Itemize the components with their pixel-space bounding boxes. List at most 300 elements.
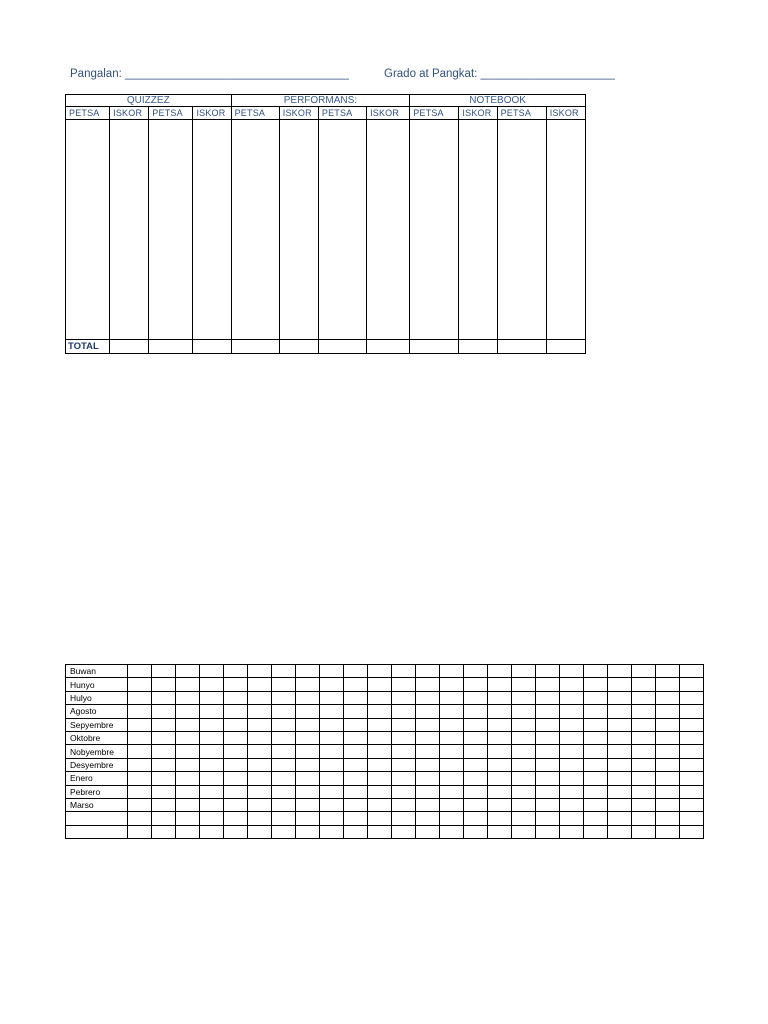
- month-entry-cell[interactable]: [248, 785, 272, 798]
- month-entry-cell[interactable]: [248, 745, 272, 758]
- month-entry-cell[interactable]: [680, 665, 704, 678]
- month-entry-cell[interactable]: [656, 758, 680, 771]
- month-entry-cell[interactable]: [680, 705, 704, 718]
- month-entry-cell[interactable]: [464, 785, 488, 798]
- month-entry-cell[interactable]: [584, 772, 608, 785]
- month-entry-cell[interactable]: [464, 798, 488, 811]
- month-entry-cell[interactable]: [656, 718, 680, 731]
- month-entry-cell[interactable]: [680, 691, 704, 704]
- month-entry-cell[interactable]: [152, 812, 176, 825]
- month-entry-cell[interactable]: [152, 705, 176, 718]
- month-entry-cell[interactable]: [224, 758, 248, 771]
- month-entry-cell[interactable]: [272, 731, 296, 744]
- month-entry-cell[interactable]: [224, 825, 248, 838]
- month-entry-cell[interactable]: [296, 798, 320, 811]
- month-entry-cell[interactable]: [512, 812, 536, 825]
- month-entry-cell[interactable]: [584, 665, 608, 678]
- month-entry-cell[interactable]: [560, 705, 584, 718]
- entry-cell[interactable]: [66, 120, 110, 340]
- month-entry-cell[interactable]: [512, 798, 536, 811]
- month-entry-cell[interactable]: [200, 812, 224, 825]
- month-entry-cell[interactable]: [560, 825, 584, 838]
- month-entry-cell[interactable]: [608, 798, 632, 811]
- month-entry-cell[interactable]: [536, 705, 560, 718]
- month-entry-cell[interactable]: [320, 772, 344, 785]
- month-entry-cell[interactable]: [392, 678, 416, 691]
- month-entry-cell[interactable]: [512, 705, 536, 718]
- month-entry-cell[interactable]: [632, 812, 656, 825]
- month-entry-cell[interactable]: [176, 678, 200, 691]
- month-entry-cell[interactable]: [680, 745, 704, 758]
- month-entry-cell[interactable]: [224, 772, 248, 785]
- month-entry-cell[interactable]: [488, 812, 512, 825]
- month-entry-cell[interactable]: [440, 825, 464, 838]
- month-entry-cell[interactable]: [392, 705, 416, 718]
- month-entry-cell[interactable]: [224, 665, 248, 678]
- month-entry-cell[interactable]: [128, 772, 152, 785]
- month-entry-cell[interactable]: [416, 758, 440, 771]
- month-entry-cell[interactable]: [536, 798, 560, 811]
- month-entry-cell[interactable]: [296, 745, 320, 758]
- month-entry-cell[interactable]: [296, 825, 320, 838]
- month-entry-cell[interactable]: [416, 718, 440, 731]
- month-entry-cell[interactable]: [584, 745, 608, 758]
- month-entry-cell[interactable]: [632, 798, 656, 811]
- month-entry-cell[interactable]: [488, 665, 512, 678]
- month-entry-cell[interactable]: [128, 785, 152, 798]
- month-entry-cell[interactable]: [440, 745, 464, 758]
- month-entry-cell[interactable]: [416, 772, 440, 785]
- month-entry-cell[interactable]: [584, 705, 608, 718]
- month-entry-cell[interactable]: [152, 772, 176, 785]
- month-entry-cell[interactable]: [176, 665, 200, 678]
- month-entry-cell[interactable]: [416, 798, 440, 811]
- month-entry-cell[interactable]: [128, 825, 152, 838]
- month-entry-cell[interactable]: [344, 758, 368, 771]
- month-entry-cell[interactable]: [584, 785, 608, 798]
- month-entry-cell[interactable]: [296, 772, 320, 785]
- month-entry-cell[interactable]: [368, 705, 392, 718]
- entry-cell[interactable]: [149, 120, 193, 340]
- month-entry-cell[interactable]: [560, 678, 584, 691]
- month-entry-cell[interactable]: [344, 678, 368, 691]
- month-entry-cell[interactable]: [416, 745, 440, 758]
- month-entry-cell[interactable]: [176, 758, 200, 771]
- month-entry-cell[interactable]: [176, 718, 200, 731]
- month-entry-cell[interactable]: [632, 772, 656, 785]
- month-entry-cell[interactable]: [200, 772, 224, 785]
- month-entry-cell[interactable]: [272, 798, 296, 811]
- month-entry-cell[interactable]: [224, 731, 248, 744]
- month-entry-cell[interactable]: [272, 718, 296, 731]
- month-entry-cell[interactable]: [560, 785, 584, 798]
- month-entry-cell[interactable]: [176, 825, 200, 838]
- month-entry-cell[interactable]: [320, 691, 344, 704]
- month-entry-cell[interactable]: [656, 705, 680, 718]
- month-entry-cell[interactable]: [248, 772, 272, 785]
- total-cell[interactable]: [459, 340, 497, 354]
- month-entry-cell[interactable]: [464, 758, 488, 771]
- month-entry-cell[interactable]: [416, 812, 440, 825]
- month-entry-cell[interactable]: [680, 718, 704, 731]
- entry-cell[interactable]: [318, 120, 366, 340]
- month-entry-cell[interactable]: [656, 785, 680, 798]
- month-entry-cell[interactable]: [128, 665, 152, 678]
- month-entry-cell[interactable]: [584, 798, 608, 811]
- month-entry-cell[interactable]: [416, 731, 440, 744]
- month-entry-cell[interactable]: [152, 691, 176, 704]
- month-entry-cell[interactable]: [272, 705, 296, 718]
- month-entry-cell[interactable]: [560, 665, 584, 678]
- month-entry-cell[interactable]: [368, 798, 392, 811]
- month-entry-cell[interactable]: [392, 798, 416, 811]
- month-entry-cell[interactable]: [128, 718, 152, 731]
- month-entry-cell[interactable]: [272, 758, 296, 771]
- entry-cell[interactable]: [546, 120, 585, 340]
- month-entry-cell[interactable]: [296, 678, 320, 691]
- month-entry-cell[interactable]: [608, 691, 632, 704]
- month-entry-cell[interactable]: [416, 665, 440, 678]
- month-entry-cell[interactable]: [632, 825, 656, 838]
- month-entry-cell[interactable]: [680, 678, 704, 691]
- month-entry-cell[interactable]: [464, 678, 488, 691]
- month-entry-cell[interactable]: [656, 731, 680, 744]
- month-entry-cell[interactable]: [608, 758, 632, 771]
- month-entry-cell[interactable]: [656, 745, 680, 758]
- month-entry-cell[interactable]: [440, 705, 464, 718]
- month-entry-cell[interactable]: [536, 772, 560, 785]
- month-entry-cell[interactable]: [152, 785, 176, 798]
- month-entry-cell[interactable]: [128, 678, 152, 691]
- entry-cell[interactable]: [193, 120, 231, 340]
- month-entry-cell[interactable]: [368, 691, 392, 704]
- month-entry-cell[interactable]: [128, 731, 152, 744]
- month-entry-cell[interactable]: [416, 785, 440, 798]
- month-entry-cell[interactable]: [320, 745, 344, 758]
- month-entry-cell[interactable]: [200, 691, 224, 704]
- month-entry-cell[interactable]: [368, 665, 392, 678]
- month-entry-cell[interactable]: [176, 772, 200, 785]
- month-entry-cell[interactable]: [536, 731, 560, 744]
- month-entry-cell[interactable]: [200, 678, 224, 691]
- month-entry-cell[interactable]: [560, 745, 584, 758]
- month-entry-cell[interactable]: [248, 731, 272, 744]
- month-entry-cell[interactable]: [248, 812, 272, 825]
- month-entry-cell[interactable]: [680, 825, 704, 838]
- month-entry-cell[interactable]: [272, 745, 296, 758]
- month-entry-cell[interactable]: [200, 825, 224, 838]
- month-entry-cell[interactable]: [416, 705, 440, 718]
- month-entry-cell[interactable]: [320, 665, 344, 678]
- month-entry-cell[interactable]: [368, 678, 392, 691]
- month-entry-cell[interactable]: [656, 798, 680, 811]
- month-entry-cell[interactable]: [272, 825, 296, 838]
- month-entry-cell[interactable]: [584, 691, 608, 704]
- month-entry-cell[interactable]: [320, 705, 344, 718]
- month-entry-cell[interactable]: [464, 772, 488, 785]
- month-entry-cell[interactable]: [368, 825, 392, 838]
- month-entry-cell[interactable]: [128, 691, 152, 704]
- month-entry-cell[interactable]: [536, 812, 560, 825]
- month-entry-cell[interactable]: [440, 772, 464, 785]
- month-entry-cell[interactable]: [296, 665, 320, 678]
- month-entry-cell[interactable]: [392, 825, 416, 838]
- month-entry-cell[interactable]: [680, 731, 704, 744]
- month-entry-cell[interactable]: [152, 745, 176, 758]
- month-entry-cell[interactable]: [440, 678, 464, 691]
- total-cell[interactable]: [318, 340, 366, 354]
- month-entry-cell[interactable]: [152, 825, 176, 838]
- month-entry-cell[interactable]: [416, 691, 440, 704]
- month-entry-cell[interactable]: [608, 665, 632, 678]
- month-entry-cell[interactable]: [248, 758, 272, 771]
- month-entry-cell[interactable]: [608, 705, 632, 718]
- month-entry-cell[interactable]: [464, 691, 488, 704]
- month-entry-cell[interactable]: [224, 691, 248, 704]
- total-cell[interactable]: [410, 340, 459, 354]
- month-entry-cell[interactable]: [320, 825, 344, 838]
- month-entry-cell[interactable]: [368, 731, 392, 744]
- month-entry-cell[interactable]: [368, 745, 392, 758]
- month-entry-cell[interactable]: [488, 785, 512, 798]
- month-entry-cell[interactable]: [248, 798, 272, 811]
- month-entry-cell[interactable]: [128, 758, 152, 771]
- month-entry-cell[interactable]: [632, 731, 656, 744]
- month-entry-cell[interactable]: [584, 758, 608, 771]
- month-entry-cell[interactable]: [536, 745, 560, 758]
- month-entry-cell[interactable]: [248, 665, 272, 678]
- month-entry-cell[interactable]: [608, 731, 632, 744]
- month-entry-cell[interactable]: [632, 718, 656, 731]
- month-entry-cell[interactable]: [488, 731, 512, 744]
- month-entry-cell[interactable]: [320, 785, 344, 798]
- month-entry-cell[interactable]: [248, 678, 272, 691]
- month-entry-cell[interactable]: [680, 785, 704, 798]
- month-entry-cell[interactable]: [200, 798, 224, 811]
- month-entry-cell[interactable]: [344, 705, 368, 718]
- month-entry-cell[interactable]: [464, 665, 488, 678]
- month-entry-cell[interactable]: [176, 691, 200, 704]
- month-entry-cell[interactable]: [464, 731, 488, 744]
- month-entry-cell[interactable]: [632, 758, 656, 771]
- month-entry-cell[interactable]: [512, 718, 536, 731]
- month-entry-cell[interactable]: [344, 798, 368, 811]
- month-entry-cell[interactable]: [344, 665, 368, 678]
- month-entry-cell[interactable]: [560, 812, 584, 825]
- month-entry-cell[interactable]: [560, 758, 584, 771]
- total-cell[interactable]: [231, 340, 279, 354]
- total-cell[interactable]: [193, 340, 231, 354]
- month-entry-cell[interactable]: [368, 812, 392, 825]
- month-entry-cell[interactable]: [320, 812, 344, 825]
- month-entry-cell[interactable]: [176, 798, 200, 811]
- month-entry-cell[interactable]: [344, 718, 368, 731]
- month-entry-cell[interactable]: [536, 718, 560, 731]
- month-entry-cell[interactable]: [680, 812, 704, 825]
- month-entry-cell[interactable]: [224, 812, 248, 825]
- month-entry-cell[interactable]: [440, 758, 464, 771]
- month-entry-cell[interactable]: [560, 718, 584, 731]
- month-entry-cell[interactable]: [656, 772, 680, 785]
- month-entry-cell[interactable]: [152, 731, 176, 744]
- month-entry-cell[interactable]: [200, 665, 224, 678]
- month-entry-cell[interactable]: [272, 785, 296, 798]
- month-entry-cell[interactable]: [392, 731, 416, 744]
- month-entry-cell[interactable]: [272, 812, 296, 825]
- month-entry-cell[interactable]: [176, 785, 200, 798]
- month-entry-cell[interactable]: [176, 705, 200, 718]
- month-entry-cell[interactable]: [296, 812, 320, 825]
- month-entry-cell[interactable]: [464, 812, 488, 825]
- month-entry-cell[interactable]: [680, 772, 704, 785]
- month-entry-cell[interactable]: [224, 678, 248, 691]
- month-entry-cell[interactable]: [320, 718, 344, 731]
- month-entry-cell[interactable]: [608, 785, 632, 798]
- month-entry-cell[interactable]: [656, 825, 680, 838]
- entry-cell[interactable]: [497, 120, 546, 340]
- month-entry-cell[interactable]: [536, 665, 560, 678]
- month-entry-cell[interactable]: [440, 812, 464, 825]
- month-entry-cell[interactable]: [488, 772, 512, 785]
- month-entry-cell[interactable]: [128, 812, 152, 825]
- month-entry-cell[interactable]: [392, 665, 416, 678]
- entry-cell[interactable]: [410, 120, 459, 340]
- month-entry-cell[interactable]: [536, 758, 560, 771]
- month-entry-cell[interactable]: [512, 745, 536, 758]
- month-entry-cell[interactable]: [200, 718, 224, 731]
- entry-cell[interactable]: [110, 120, 149, 340]
- month-entry-cell[interactable]: [488, 718, 512, 731]
- month-entry-cell[interactable]: [584, 718, 608, 731]
- month-entry-cell[interactable]: [392, 785, 416, 798]
- month-entry-cell[interactable]: [152, 798, 176, 811]
- month-entry-cell[interactable]: [224, 705, 248, 718]
- month-entry-cell[interactable]: [248, 691, 272, 704]
- month-entry-cell[interactable]: [488, 745, 512, 758]
- month-entry-cell[interactable]: [296, 731, 320, 744]
- month-entry-cell[interactable]: [296, 758, 320, 771]
- month-entry-cell[interactable]: [632, 678, 656, 691]
- month-entry-cell[interactable]: [464, 825, 488, 838]
- month-entry-cell[interactable]: [632, 691, 656, 704]
- month-entry-cell[interactable]: [128, 798, 152, 811]
- month-entry-cell[interactable]: [128, 745, 152, 758]
- month-entry-cell[interactable]: [296, 718, 320, 731]
- month-entry-cell[interactable]: [320, 678, 344, 691]
- month-entry-cell[interactable]: [176, 812, 200, 825]
- month-entry-cell[interactable]: [632, 785, 656, 798]
- month-entry-cell[interactable]: [608, 678, 632, 691]
- month-entry-cell[interactable]: [512, 731, 536, 744]
- month-entry-cell[interactable]: [152, 758, 176, 771]
- month-entry-cell[interactable]: [224, 798, 248, 811]
- month-entry-cell[interactable]: [152, 718, 176, 731]
- month-entry-cell[interactable]: [512, 772, 536, 785]
- month-entry-cell[interactable]: [656, 812, 680, 825]
- month-entry-cell[interactable]: [608, 812, 632, 825]
- month-entry-cell[interactable]: [392, 772, 416, 785]
- month-entry-cell[interactable]: [296, 785, 320, 798]
- month-entry-cell[interactable]: [344, 785, 368, 798]
- month-entry-cell[interactable]: [200, 785, 224, 798]
- total-cell[interactable]: [497, 340, 546, 354]
- month-entry-cell[interactable]: [152, 678, 176, 691]
- month-entry-cell[interactable]: [488, 678, 512, 691]
- month-entry-cell[interactable]: [344, 691, 368, 704]
- month-entry-cell[interactable]: [584, 731, 608, 744]
- month-entry-cell[interactable]: [152, 665, 176, 678]
- month-entry-cell[interactable]: [368, 718, 392, 731]
- month-entry-cell[interactable]: [584, 825, 608, 838]
- month-entry-cell[interactable]: [488, 798, 512, 811]
- month-entry-cell[interactable]: [392, 812, 416, 825]
- month-entry-cell[interactable]: [608, 718, 632, 731]
- month-entry-cell[interactable]: [536, 785, 560, 798]
- month-entry-cell[interactable]: [584, 812, 608, 825]
- month-entry-cell[interactable]: [512, 785, 536, 798]
- month-entry-cell[interactable]: [560, 798, 584, 811]
- month-entry-cell[interactable]: [392, 745, 416, 758]
- month-entry-cell[interactable]: [536, 678, 560, 691]
- month-entry-cell[interactable]: [680, 758, 704, 771]
- entry-cell[interactable]: [459, 120, 497, 340]
- month-entry-cell[interactable]: [392, 758, 416, 771]
- month-entry-cell[interactable]: [440, 718, 464, 731]
- month-entry-cell[interactable]: [248, 705, 272, 718]
- entry-cell[interactable]: [279, 120, 318, 340]
- month-entry-cell[interactable]: [488, 758, 512, 771]
- month-entry-cell[interactable]: [440, 691, 464, 704]
- month-entry-cell[interactable]: [200, 731, 224, 744]
- month-entry-cell[interactable]: [176, 745, 200, 758]
- month-entry-cell[interactable]: [608, 745, 632, 758]
- month-entry-cell[interactable]: [560, 772, 584, 785]
- month-entry-cell[interactable]: [344, 745, 368, 758]
- month-entry-cell[interactable]: [344, 731, 368, 744]
- month-entry-cell[interactable]: [320, 731, 344, 744]
- month-entry-cell[interactable]: [464, 705, 488, 718]
- month-entry-cell[interactable]: [368, 772, 392, 785]
- month-entry-cell[interactable]: [344, 772, 368, 785]
- total-cell[interactable]: [110, 340, 149, 354]
- month-entry-cell[interactable]: [512, 691, 536, 704]
- month-entry-cell[interactable]: [632, 665, 656, 678]
- month-entry-cell[interactable]: [488, 691, 512, 704]
- month-entry-cell[interactable]: [656, 665, 680, 678]
- month-entry-cell[interactable]: [416, 825, 440, 838]
- month-entry-cell[interactable]: [512, 825, 536, 838]
- month-entry-cell[interactable]: [344, 812, 368, 825]
- month-entry-cell[interactable]: [512, 678, 536, 691]
- month-entry-cell[interactable]: [368, 785, 392, 798]
- month-entry-cell[interactable]: [176, 731, 200, 744]
- total-cell[interactable]: [546, 340, 585, 354]
- month-entry-cell[interactable]: [344, 825, 368, 838]
- month-entry-cell[interactable]: [656, 678, 680, 691]
- month-entry-cell[interactable]: [128, 705, 152, 718]
- entry-cell[interactable]: [231, 120, 279, 340]
- month-entry-cell[interactable]: [440, 665, 464, 678]
- month-entry-cell[interactable]: [320, 758, 344, 771]
- month-entry-cell[interactable]: [392, 691, 416, 704]
- month-entry-cell[interactable]: [560, 731, 584, 744]
- month-entry-cell[interactable]: [488, 825, 512, 838]
- entry-cell[interactable]: [367, 120, 410, 340]
- month-entry-cell[interactable]: [320, 798, 344, 811]
- month-entry-cell[interactable]: [608, 825, 632, 838]
- month-entry-cell[interactable]: [464, 745, 488, 758]
- total-cell[interactable]: [279, 340, 318, 354]
